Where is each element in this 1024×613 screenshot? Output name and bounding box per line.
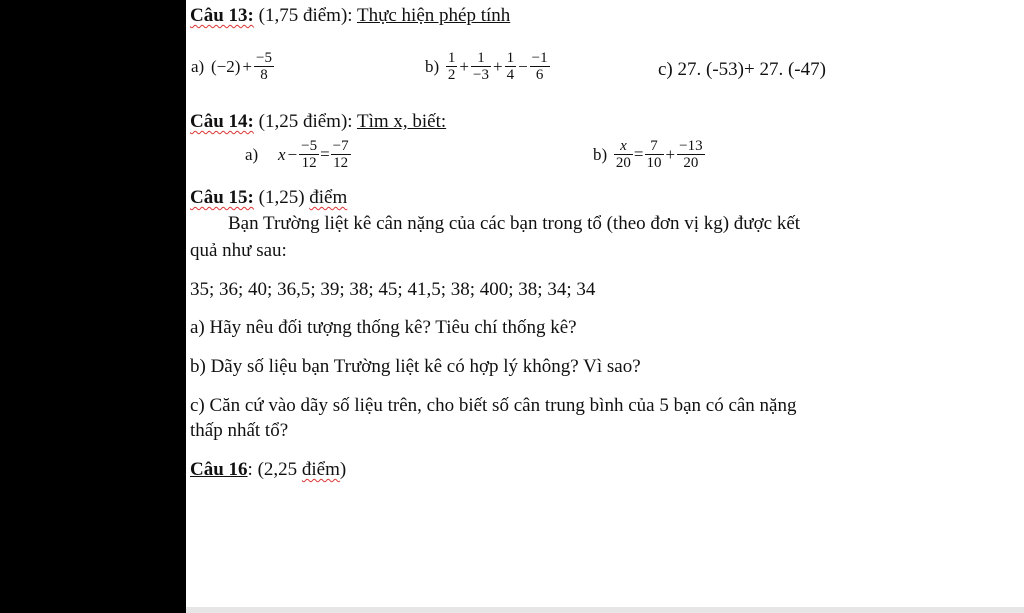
q14a-fraction-2 <box>331 138 351 171</box>
q14b-fraction-3 <box>677 138 704 171</box>
q13b-fraction-4 <box>530 50 550 83</box>
q14b-f2-den: 10 <box>646 155 662 171</box>
q13b-f1-den: 2 <box>447 67 456 83</box>
q16-label: Câu 16 <box>190 459 248 480</box>
q14b-fraction-2 <box>645 138 664 171</box>
q13a-op1: + <box>242 56 252 76</box>
q13-part-b <box>424 50 551 83</box>
q14b-f1-den: 20 <box>615 155 631 171</box>
q14-part-b <box>592 138 706 171</box>
q13b-label: b) <box>425 56 440 76</box>
q13b-fraction-2 <box>471 50 491 83</box>
q15-question-c-line2: thấp nhất tổ? <box>190 420 289 441</box>
q14b-f2-num: 7 <box>645 138 664 155</box>
q15-points-word: điểm <box>309 187 348 208</box>
q15-intro-line1: Bạn Trường liệt kê cân nặng của các bạn trong tổ (theo đơn vị kg) được kết <box>228 213 801 234</box>
q13a-label: a) <box>191 56 205 76</box>
q14b-fraction-1 <box>614 138 633 171</box>
page-bottom-edge <box>186 607 1024 613</box>
q13b-fraction-3 <box>505 50 517 83</box>
q13-heading <box>190 5 510 27</box>
q13b-f3-den: 4 <box>506 67 515 83</box>
q14b-label: b) <box>593 144 608 164</box>
q13-label: Câu 13: <box>190 5 254 26</box>
q15-question-c-line1: c) Căn cứ vào dãy số liệu trên, cho biết số cân trung bình của 5 bạn có cân nặng <box>190 395 797 416</box>
q15-data-list: 35; 36; 40; 36,5; 39; 38; 45; 41,5; 38; 400; 38; 34; 34 <box>190 279 596 300</box>
q16-close: ) <box>339 459 347 480</box>
q13a-f1-den: 8 <box>260 67 268 83</box>
q13b-f4-num: −1 <box>531 50 548 66</box>
q14b-f1-num: x <box>614 138 633 155</box>
q14a-f2-den: 12 <box>333 155 349 171</box>
q14b-eq: = <box>633 144 644 164</box>
q13b-f2-den: −3 <box>473 67 489 83</box>
q16-heading <box>190 459 346 481</box>
q13b-op1: + <box>459 56 470 76</box>
q14a-var: x <box>277 144 286 164</box>
q15-heading <box>190 187 347 209</box>
q13-instruction: Thực hiện phép tính <box>356 5 511 26</box>
q13b-f4-den: 6 <box>535 67 544 83</box>
q13b-f2-num: 1 <box>471 50 491 67</box>
q14-label: Câu 14: <box>190 111 254 132</box>
q13b-f1-num: 1 <box>447 50 456 66</box>
q16-points-word: điểm <box>301 459 340 480</box>
q16-points: : (2,25 <box>247 459 302 480</box>
q14-points: (1,25 điểm): <box>253 111 357 132</box>
q14a-f1-num: −5 <box>301 138 318 154</box>
q14-heading <box>190 111 446 133</box>
q14b-op1: + <box>665 144 676 164</box>
q15-question-b: b) Dãy số liệu bạn Trường liệt kê có hợp lý không? Vì sao? <box>190 356 641 377</box>
q15-question-a: a) Hãy nêu đối tượng thống kê? Tiêu chí thống kê? <box>190 317 577 338</box>
q13a-fraction <box>254 50 274 83</box>
q14a-label: a) <box>245 144 259 164</box>
q15-points: (1,25) <box>253 187 310 208</box>
q15-intro-line2: quả như sau: <box>190 240 287 261</box>
q13-part-c: c) 27. (-53)+ 27. (-47) <box>658 59 826 80</box>
q13-part-a <box>190 50 275 83</box>
q14a-f2-num: −7 <box>332 138 349 154</box>
q14-part-a <box>244 138 352 171</box>
q15-label: Câu 15: <box>190 187 254 208</box>
q13a-f1-num: −5 <box>255 50 272 66</box>
q13b-op3: − <box>518 56 528 76</box>
q14a-fraction-1 <box>299 138 319 171</box>
q14b-f3-den: 20 <box>683 155 699 171</box>
q14-instruction: Tìm x, biết: <box>356 111 447 132</box>
q14a-f1-den: 12 <box>301 155 317 171</box>
q13b-fraction-1 <box>446 50 458 83</box>
q13a-term1: (−2) <box>210 56 241 76</box>
q14a-op1: − <box>287 144 298 164</box>
q13b-op2: + <box>492 56 503 76</box>
q14a-eq: = <box>320 144 330 164</box>
q13-points: (1,75 điểm): <box>253 5 357 26</box>
q13b-f3-num: 1 <box>506 50 515 66</box>
document-page <box>186 0 1024 607</box>
q14b-f3-num: −13 <box>679 138 703 154</box>
